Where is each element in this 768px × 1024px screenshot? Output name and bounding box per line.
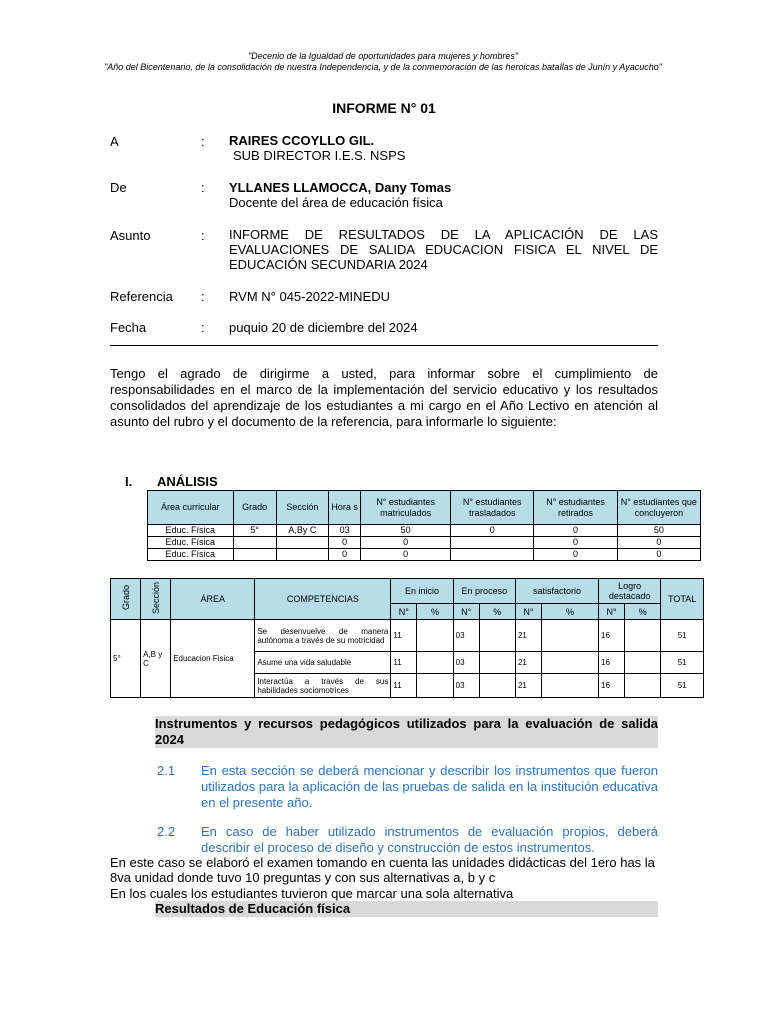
table-cell: 50 [617,525,700,537]
sub-header: % [624,604,660,620]
field-value-a [229,133,405,163]
header-divider [110,345,658,346]
field-label-asunto: Asunto [110,228,151,243]
cell-value: 03 [453,674,479,698]
field-colon: : [201,320,205,335]
table-cell: 0 [451,525,534,537]
section-number: I. [125,474,133,489]
sub-header: % [417,604,453,620]
cell-value: 16 [599,652,625,674]
cell-value [417,674,453,698]
col-header: N° estudiantes retirados [534,491,617,525]
cell-grado: 5° [111,620,141,698]
field-value-fecha: puquio 20 de diciembre del 2024 [229,320,418,335]
sender-name: YLLANES LLAMOCCA, Dany Tomas [229,180,452,195]
table-header-row [111,579,704,604]
table-row [148,525,701,537]
exam-instruction: En los cuales los estudiantes tuvieron que marcar una sola alternativa [110,886,514,901]
col-header-level: En inicio [391,579,453,604]
sub-header: N° [599,604,625,620]
field-colon: : [201,289,205,304]
sub-header: % [479,604,515,620]
cell-competencia: Se desenvuelve de manera autónoma a través de su motricidad [255,620,391,652]
col-header: Grado [233,491,276,525]
table-cell: 50 [361,525,451,537]
col-header-area: ÁREA [171,579,255,620]
table-cell: 0 [617,537,700,549]
field-colon: : [201,134,205,149]
cell-value [541,652,598,674]
table-cell: A,By C [276,525,328,537]
sub-header: % [541,604,598,620]
col-header: N° estudiantes que concluyeron [617,491,700,525]
table-cell [276,537,328,549]
col-header-label: Sección [150,581,161,615]
cell-value [624,674,660,698]
section-title: ANÁLISIS [157,474,218,489]
table-row [111,620,704,652]
cell-value [541,674,598,698]
table-cell: Educ. Física [148,537,234,549]
cell-value: 16 [599,674,625,698]
cell-value: 03 [453,620,479,652]
table-cell: 0 [361,537,451,549]
item-number-2-1: 2.1 [157,763,176,778]
table-cell: 0 [617,549,700,561]
table-cell [451,537,534,549]
table-cell: 0 [534,549,617,561]
results-table [110,578,704,698]
enrollment-table [147,490,701,561]
cell-value: 16 [599,620,625,652]
field-colon: : [201,180,205,195]
col-header-total: TOTAL [661,579,704,620]
cell-value [479,652,515,674]
document-title: INFORME N° 01 [332,100,436,116]
cell-value: 21 [515,620,541,652]
cell-total: 51 [661,652,704,674]
exam-description: En este caso se elaboró el examen tomando en cuenta las unidades didácticas del 1ero has la 8va unidad donde tuvo 10 preguntas y con sus alternativas a, b y c [110,855,655,885]
table-cell: 03 [328,525,360,537]
col-header-competencias: COMPETENCIAS [255,579,391,620]
motto-line-2: "Año del Bicentenario, de la consolidación de nuestra Independencia, y de la conmemoración de las heroicas batallas de Junín y Ayacucho" [104,62,662,72]
field-value-de [229,180,451,210]
table-cell: 5° [233,525,276,537]
col-header-grado [111,579,141,620]
cell-value [417,620,453,652]
field-label-fecha: Fecha [110,320,147,335]
col-header-level: Logro destacado [599,579,661,604]
cell-value: 11 [391,674,417,698]
table-cell: 0 [534,525,617,537]
cell-value: 21 [515,652,541,674]
resultados-heading: Resultados de Educación física [155,901,658,917]
table-cell [276,549,328,561]
field-label-de: De [110,180,127,195]
cell-value [479,620,515,652]
table-cell: 0 [328,549,360,561]
cell-value [624,652,660,674]
table-cell [233,537,276,549]
item-text-2-2: En caso de haber utilizado instrumentos de evaluación propios, deberá describir el proceso de diseño y construcción de estos instrumentos. [201,824,658,855]
table-cell [233,549,276,561]
field-value-asunto: INFORME DE RESULTADOS DE LA APLICACIÓN DE LAS EVALUACIONES DE SALIDA EDUCACION FISICA EL NIVEL DE EDUCACIÓN SECUNDARIA 2024 [229,227,658,272]
motto-header [100,51,666,73]
cell-total: 51 [661,620,704,652]
col-header: N° estudiantes matriculados [361,491,451,525]
cell-value [541,620,598,652]
table-row [148,549,701,561]
col-header-level: satisfactorio [515,579,598,604]
cell-value [624,620,660,652]
cell-competencia: Asume una vida saludable [255,652,391,674]
item-text-2-1: En esta sección se deberá mencionar y describir los instrumentos que fueron utilizados para la aplicación de las pruebas de salida en la institución educativa en el presente año. [201,763,658,810]
cell-value [479,674,515,698]
cell-value [417,652,453,674]
table-cell: 0 [328,537,360,549]
field-value-referencia: RVM N° 045-2022-MINEDU [229,289,391,304]
table-cell: 0 [361,549,451,561]
cell-seccion: A,B y C [141,620,171,698]
field-colon: : [201,228,205,243]
intro-paragraph: Tengo el agrado de dirigirme a usted, para informar sobre el cumplimiento de responsabilidades en el marco de la implementación del servicio educativo y los resultados consolidados del aprendizaje de los estudiantes a mi cargo en el Año Lectivo en atención al asunto del rubro y el documento de la referencia, para informarle lo siguiente: [110,366,658,429]
table-row [148,537,701,549]
col-header: Hora s [328,491,360,525]
field-label-a: A [110,134,119,149]
item-number-2-2: 2.2 [157,824,176,839]
sender-role: Docente del área de educación física [229,195,443,210]
motto-line-1: "Decenio de la Igualdad de oportunidades para mujeres y hombres" [247,51,519,61]
table-header-row [148,491,701,525]
cell-competencia: Interactúa a través de sus habilidades sociomotrices [255,674,391,698]
col-header: Sección [276,491,328,525]
cell-value: 11 [391,652,417,674]
col-header-seccion [141,579,171,620]
table-cell: Educ. Física [148,525,234,537]
table-cell: Educ. Física [148,549,234,561]
cell-value: 03 [453,652,479,674]
col-header-level: En proceso [453,579,515,604]
cell-area: Educacion Fisica [171,620,255,698]
field-label-referencia: Referencia [110,289,173,304]
table-cell: 0 [534,537,617,549]
col-header: N° estudiantes trasladados [451,491,534,525]
cell-value: 11 [391,620,417,652]
cell-value: 21 [515,674,541,698]
sub-header: N° [453,604,479,620]
col-header-label: Grado [120,585,131,611]
sub-header: N° [515,604,541,620]
table-cell [451,549,534,561]
col-header: Área curricular [148,491,234,525]
recipient-role: SUB DIRECTOR I.E.S. NSPS [233,148,406,163]
cell-total: 51 [661,674,704,698]
sub-header: N° [391,604,417,620]
instrumentos-heading: Instrumentos y recursos pedagógicos utilizados para la evaluación de salida 2024 [155,716,658,747]
recipient-name: RAIRES CCOYLLO GIL. [229,133,375,148]
